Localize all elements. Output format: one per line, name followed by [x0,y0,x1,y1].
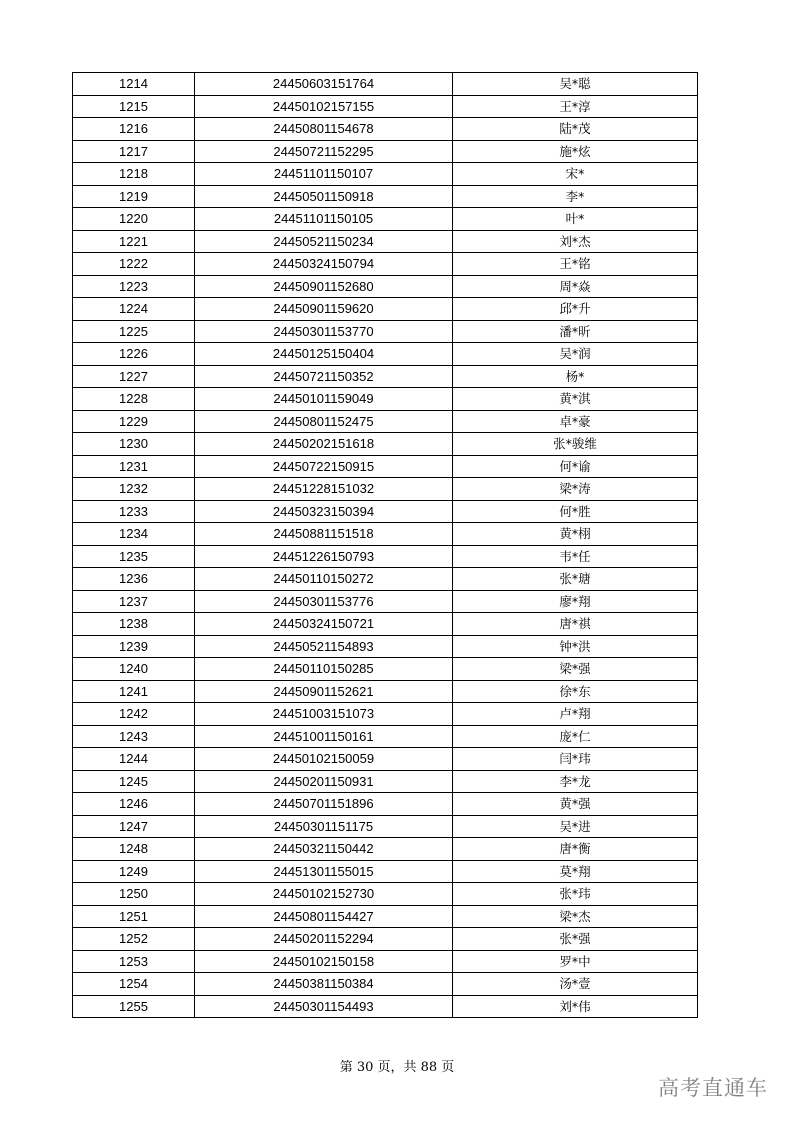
row-number-cell: 1234 [73,523,195,546]
table-row [73,253,698,276]
table-row [73,230,698,253]
table-row [73,928,698,951]
row-number-cell: 1253 [73,950,195,973]
row-number-cell: 1225 [73,320,195,343]
candidate-id-cell: 24450321150442 [195,838,453,861]
table-row [73,590,698,613]
table-row [73,523,698,546]
candidate-name-cell: 张*瑭 [453,568,698,591]
row-number-cell: 1245 [73,770,195,793]
candidate-name-cell: 王*铭 [453,253,698,276]
candidate-id-cell: 24450721150352 [195,365,453,388]
row-number-cell: 1214 [73,73,195,96]
candidate-name-cell: 施*炫 [453,140,698,163]
candidate-id-cell: 24450521150234 [195,230,453,253]
row-number-cell: 1244 [73,748,195,771]
candidate-id-cell: 24450301153770 [195,320,453,343]
table-row [73,950,698,973]
table-row [73,973,698,996]
row-number-cell: 1248 [73,838,195,861]
watermark-logo-text: 高考直通车 [658,1076,768,1100]
candidate-id-cell: 24451226150793 [195,545,453,568]
student-list-table [72,72,698,1018]
row-number-cell: 1254 [73,973,195,996]
table-row [73,95,698,118]
row-number-cell: 1217 [73,140,195,163]
candidate-id-cell: 24450324150721 [195,613,453,636]
candidate-id-cell: 24450102150158 [195,950,453,973]
row-number-cell: 1240 [73,658,195,681]
row-number-cell: 1233 [73,500,195,523]
table-row [73,860,698,883]
row-number-cell: 1228 [73,388,195,411]
row-number-cell: 1236 [73,568,195,591]
candidate-id-cell: 24450881151518 [195,523,453,546]
candidate-name-cell: 吴*聪 [453,73,698,96]
candidate-id-cell: 24451003151073 [195,703,453,726]
candidate-id-cell: 24450323150394 [195,500,453,523]
row-number-cell: 1222 [73,253,195,276]
table-row [73,793,698,816]
candidate-name-cell: 何*谕 [453,455,698,478]
row-number-cell: 1223 [73,275,195,298]
candidate-id-cell: 24450901152680 [195,275,453,298]
row-number-cell: 1249 [73,860,195,883]
table-row [73,478,698,501]
candidate-name-cell: 宋* [453,163,698,186]
candidate-id-cell: 24450721152295 [195,140,453,163]
candidate-id-cell: 24451101150105 [195,208,453,231]
candidate-id-cell: 24450301151175 [195,815,453,838]
candidate-id-cell: 24450324150794 [195,253,453,276]
table-row [73,838,698,861]
table-row [73,275,698,298]
row-number-cell: 1250 [73,883,195,906]
row-number-cell: 1242 [73,703,195,726]
table-row [73,298,698,321]
row-number-cell: 1215 [73,95,195,118]
candidate-id-cell: 24450501150918 [195,185,453,208]
table-row [73,185,698,208]
table-row [73,613,698,636]
candidate-id-cell: 24450381150384 [195,973,453,996]
candidate-name-cell: 张*玮 [453,883,698,906]
candidate-name-cell: 唐*祺 [453,613,698,636]
candidate-id-cell: 24450301153776 [195,590,453,613]
table-row [73,320,698,343]
row-number-cell: 1241 [73,680,195,703]
table-row [73,680,698,703]
candidate-id-cell: 24450110150285 [195,658,453,681]
candidate-name-cell: 邱*升 [453,298,698,321]
candidate-id-cell: 24450722150915 [195,455,453,478]
table-row [73,770,698,793]
table-row [73,748,698,771]
candidate-name-cell: 罗*中 [453,950,698,973]
table-row [73,73,698,96]
candidate-id-cell: 24450202151618 [195,433,453,456]
candidate-id-cell: 24450201150931 [195,770,453,793]
candidate-name-cell: 何*胜 [453,500,698,523]
candidate-id-cell: 24450102152730 [195,883,453,906]
table-row [73,500,698,523]
candidate-name-cell: 周*焱 [453,275,698,298]
candidate-id-cell: 24451301155015 [195,860,453,883]
table-row [73,725,698,748]
candidate-name-cell: 梁*杰 [453,905,698,928]
candidate-name-cell: 庞*仁 [453,725,698,748]
table-row [73,365,698,388]
row-number-cell: 1224 [73,298,195,321]
row-number-cell: 1237 [73,590,195,613]
candidate-id-cell: 24450801154427 [195,905,453,928]
row-number-cell: 1229 [73,410,195,433]
row-number-cell: 1221 [73,230,195,253]
table-row [73,545,698,568]
candidate-name-cell: 徐*东 [453,680,698,703]
candidate-id-cell: 24450521154893 [195,635,453,658]
row-number-cell: 1230 [73,433,195,456]
candidate-name-cell: 黄*强 [453,793,698,816]
candidate-id-cell: 24450102150059 [195,748,453,771]
table-row [73,703,698,726]
candidate-name-cell: 刘*杰 [453,230,698,253]
candidate-id-cell: 24450901159620 [195,298,453,321]
table-row [73,388,698,411]
candidate-name-cell: 韦*任 [453,545,698,568]
row-number-cell: 1238 [73,613,195,636]
table-row [73,410,698,433]
candidate-name-cell: 陆*茂 [453,118,698,141]
table-row [73,140,698,163]
table-row [73,905,698,928]
row-number-cell: 1232 [73,478,195,501]
candidate-id-cell: 24450801152475 [195,410,453,433]
table-row [73,635,698,658]
candidate-name-cell: 刘*伟 [453,995,698,1018]
candidate-name-cell: 潘*昕 [453,320,698,343]
candidate-id-cell: 24450110150272 [195,568,453,591]
row-number-cell: 1218 [73,163,195,186]
candidate-name-cell: 杨* [453,365,698,388]
table-row [73,568,698,591]
row-number-cell: 1231 [73,455,195,478]
candidate-id-cell: 24450603151764 [195,73,453,96]
table-body [73,73,698,1018]
row-number-cell: 1255 [73,995,195,1018]
candidate-name-cell: 叶* [453,208,698,231]
candidate-name-cell: 唐*衡 [453,838,698,861]
candidate-id-cell: 24450701151896 [195,793,453,816]
candidate-name-cell: 吴*进 [453,815,698,838]
table-row [73,995,698,1018]
table-row [73,163,698,186]
candidate-name-cell: 梁*强 [453,658,698,681]
row-number-cell: 1251 [73,905,195,928]
candidate-id-cell: 24450301154493 [195,995,453,1018]
table-row [73,883,698,906]
row-number-cell: 1239 [73,635,195,658]
candidate-name-cell: 李* [453,185,698,208]
candidate-name-cell: 卢*翔 [453,703,698,726]
row-number-cell: 1216 [73,118,195,141]
candidate-name-cell: 黄*淇 [453,388,698,411]
row-number-cell: 1226 [73,343,195,366]
candidate-name-cell: 张*强 [453,928,698,951]
row-number-cell: 1219 [73,185,195,208]
candidate-name-cell: 汤*壹 [453,973,698,996]
candidate-name-cell: 梁*涛 [453,478,698,501]
candidate-name-cell: 钟*洪 [453,635,698,658]
candidate-name-cell: 李*龙 [453,770,698,793]
candidate-name-cell: 卓*豪 [453,410,698,433]
candidate-id-cell: 24451001150161 [195,725,453,748]
row-number-cell: 1243 [73,725,195,748]
row-number-cell: 1252 [73,928,195,951]
candidate-name-cell: 王*淳 [453,95,698,118]
candidate-name-cell: 吴*润 [453,343,698,366]
candidate-id-cell: 24451228151032 [195,478,453,501]
candidate-id-cell: 24450125150404 [195,343,453,366]
table-row [73,208,698,231]
candidate-id-cell: 24450201152294 [195,928,453,951]
table-row [73,343,698,366]
candidate-name-cell: 闫*玮 [453,748,698,771]
row-number-cell: 1246 [73,793,195,816]
table-row [73,815,698,838]
row-number-cell: 1247 [73,815,195,838]
candidate-name-cell: 莫*翔 [453,860,698,883]
row-number-cell: 1227 [73,365,195,388]
candidate-id-cell: 24450102157155 [195,95,453,118]
candidate-name-cell: 廖*翔 [453,590,698,613]
candidate-name-cell: 张*骏维 [453,433,698,456]
table-row [73,118,698,141]
candidate-name-cell: 黄*栩 [453,523,698,546]
candidate-id-cell: 24451101150107 [195,163,453,186]
candidate-id-cell: 24450901152621 [195,680,453,703]
page-number: 第 30 页，共 88 页 [339,1060,455,1075]
candidate-id-cell: 24450101159049 [195,388,453,411]
row-number-cell: 1220 [73,208,195,231]
table-row [73,455,698,478]
candidate-id-cell: 24450801154678 [195,118,453,141]
table-row [73,433,698,456]
row-number-cell: 1235 [73,545,195,568]
table-row [73,658,698,681]
